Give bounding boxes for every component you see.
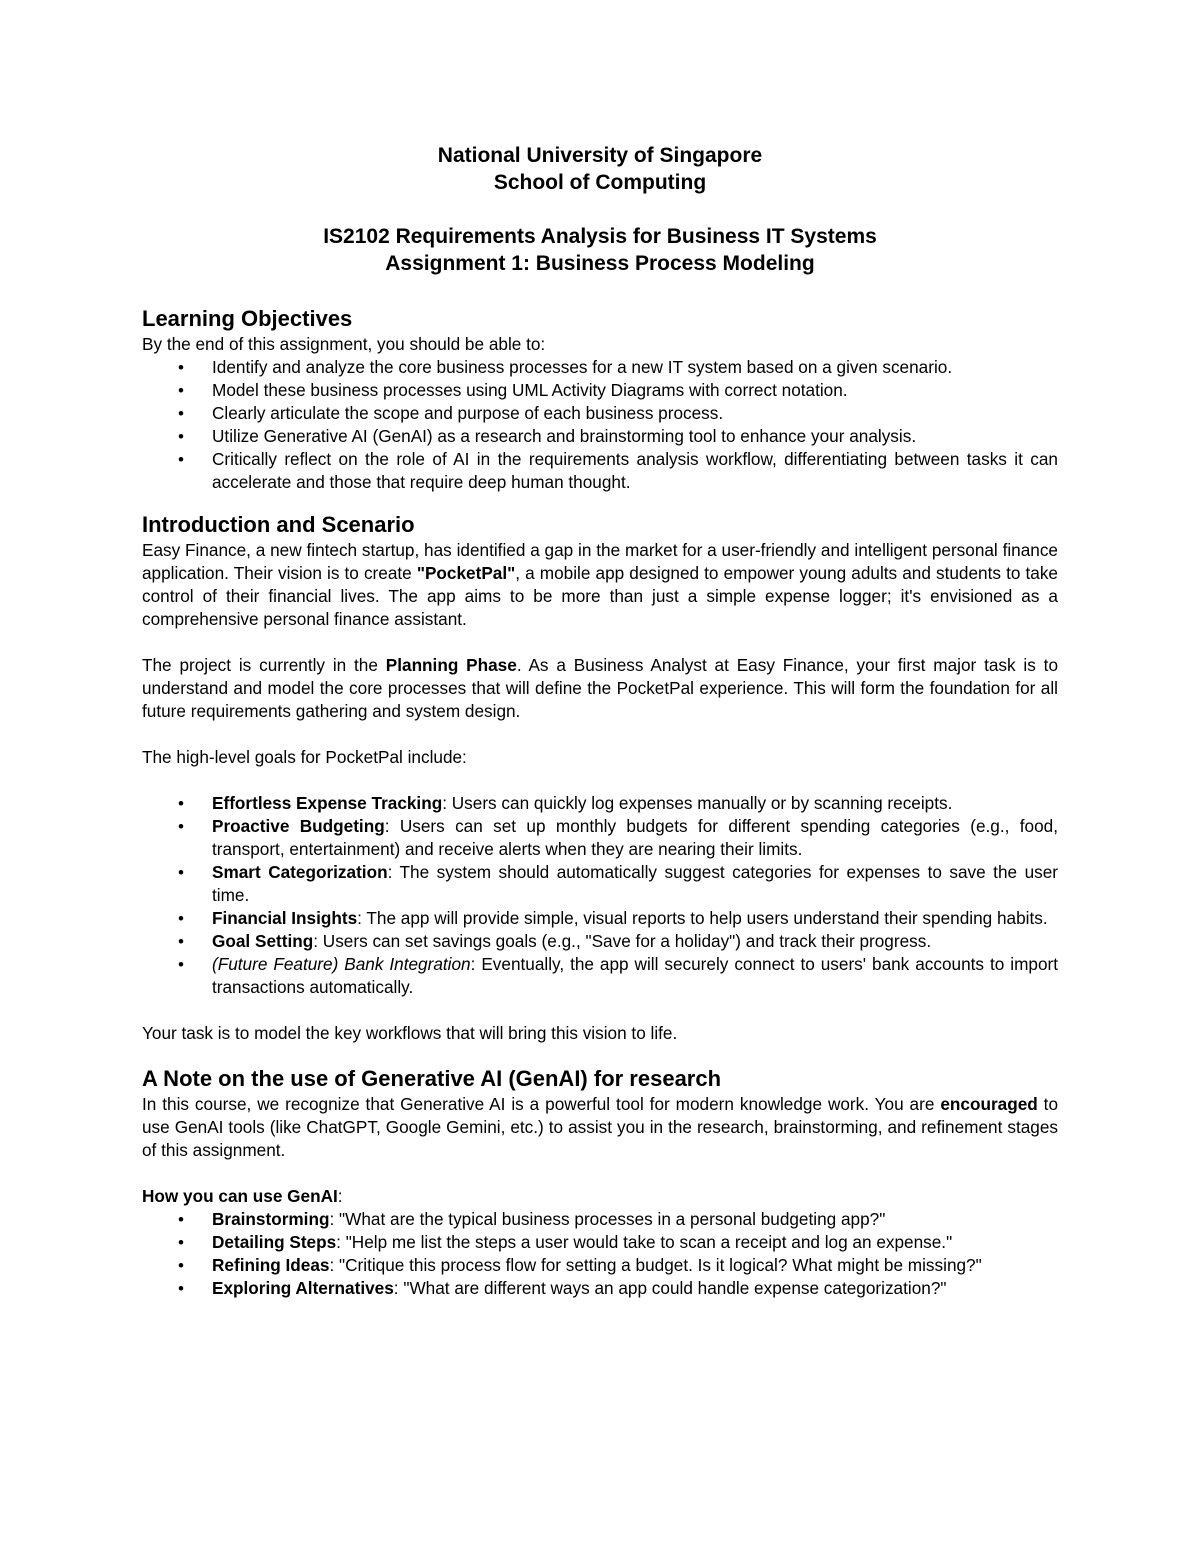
list-item: • Identify and analyze the core business processes for a new IT system based on a given scenario.: [142, 356, 1058, 379]
bullet-icon: •: [178, 1279, 184, 1298]
university-name: National University of Singapore: [437, 144, 763, 167]
list-item: • Exploring Alternatives: "What are different ways an app could handle expense categorization?": [142, 1277, 1058, 1300]
objectives-intro: By the end of this assignment, you should be able to:: [142, 334, 546, 354]
bullet-icon: •: [178, 381, 184, 400]
intro-paragraph-1: Easy Finance, a new fintech startup, has identified a gap in the market for a user-friendly and intelligent personal finance application. Their vision is to create "PocketPal", a mobile app designed to empower young adults and students to take control of their financial lives. The app aims to be more than just a simple expense logger; it's envisioned as a comprehensive personal finance assistant.: [142, 540, 1058, 629]
task-statement: Your task is to model the key workflows that will bring this vision to life.: [142, 1023, 678, 1043]
list-item: • Goal Setting: Users can set savings goals (e.g., "Save for a holiday") and track their progress.: [142, 930, 1058, 953]
bullet-icon: •: [178, 863, 184, 882]
institution-header: [0, 142, 1200, 196]
school-name: School of Computing: [493, 171, 707, 194]
document-body: [142, 305, 1058, 1300]
list-item: • Critically reflect on the role of AI in the requirements analysis workflow, differentiating between tasks it can accelerate and those that require deep human thought.: [142, 448, 1058, 494]
bullet-icon: •: [178, 1256, 184, 1275]
bullet-icon: •: [178, 450, 184, 469]
list-item: • Proactive Budgeting: Users can set up monthly budgets for different spending categories (e.g., food, transport, entertainment) and receive alerts when they are nearing their limits.: [142, 815, 1058, 861]
bullet-icon: •: [178, 955, 184, 974]
goals-list: [142, 792, 1058, 999]
bullet-icon: •: [178, 404, 184, 423]
bullet-icon: •: [178, 794, 184, 813]
list-item: • Financial Insights: The app will provide simple, visual reports to help users understand their spending habits.: [142, 907, 1058, 930]
list-item: • Model these business processes using UML Activity Diagrams with correct notation.: [142, 379, 1058, 402]
list-item: • Refining Ideas: "Critique this process flow for setting a budget. Is it logical? What might be missing?": [142, 1254, 1058, 1277]
bullet-icon: •: [178, 1210, 184, 1229]
intro-paragraph-2: The project is currently in the Planning Phase. As a Business Analyst at Easy Finance, your first major task is to understand and model the core processes that will define the PocketPal experience. This will form the foundation for all future requirements gathering and system design.: [142, 655, 1059, 721]
list-item: • Detailing Steps: "Help me list the steps a user would take to scan a receipt and log an expense.": [142, 1231, 1058, 1254]
list-item: • Effortless Expense Tracking: Users can quickly log expenses manually or by scanning receipts.: [142, 792, 1058, 815]
course-header: [0, 223, 1200, 277]
introduction-heading: Introduction and Scenario: [142, 512, 415, 537]
list-item: • Brainstorming: "What are the typical business processes in a personal budgeting app?": [142, 1208, 1058, 1231]
genai-usage-label: How you can use GenAI:: [142, 1186, 343, 1206]
genai-usage-list: [142, 1208, 1058, 1300]
bullet-icon: •: [178, 358, 184, 377]
list-item: • (Future Feature) Bank Integration: Eventually, the app will securely connect to users' bank accounts to import transactions automatically.: [142, 953, 1058, 999]
list-item: • Smart Categorization: The system should automatically suggest categories for expenses to save the user time.: [142, 861, 1058, 907]
goals-intro: The high-level goals for PocketPal include:: [142, 747, 467, 767]
genai-paragraph: In this course, we recognize that Generative AI is a powerful tool for modern knowledge work. You are encouraged to use GenAI tools (like ChatGPT, Google Gemini, etc.) to assist you in the research, brainstorming, and refinement stages of this assignment.: [142, 1094, 1059, 1160]
list-item: • Utilize Generative AI (GenAI) as a research and brainstorming tool to enhance your analysis.: [142, 425, 1058, 448]
bullet-icon: •: [178, 932, 184, 951]
bullet-icon: •: [178, 427, 184, 446]
assignment-title: Assignment 1: Business Process Modeling: [385, 252, 815, 275]
learning-objectives-heading: Learning Objectives: [142, 306, 353, 331]
bullet-icon: •: [178, 817, 184, 836]
bullet-icon: •: [178, 1233, 184, 1252]
list-item: • Clearly articulate the scope and purpose of each business process.: [142, 402, 1058, 425]
objectives-list: [142, 356, 1058, 494]
course-title: IS2102 Requirements Analysis for Business IT Systems: [323, 225, 877, 248]
genai-heading: A Note on the use of Generative AI (GenAI) for research: [142, 1066, 722, 1091]
bullet-icon: •: [178, 909, 184, 928]
